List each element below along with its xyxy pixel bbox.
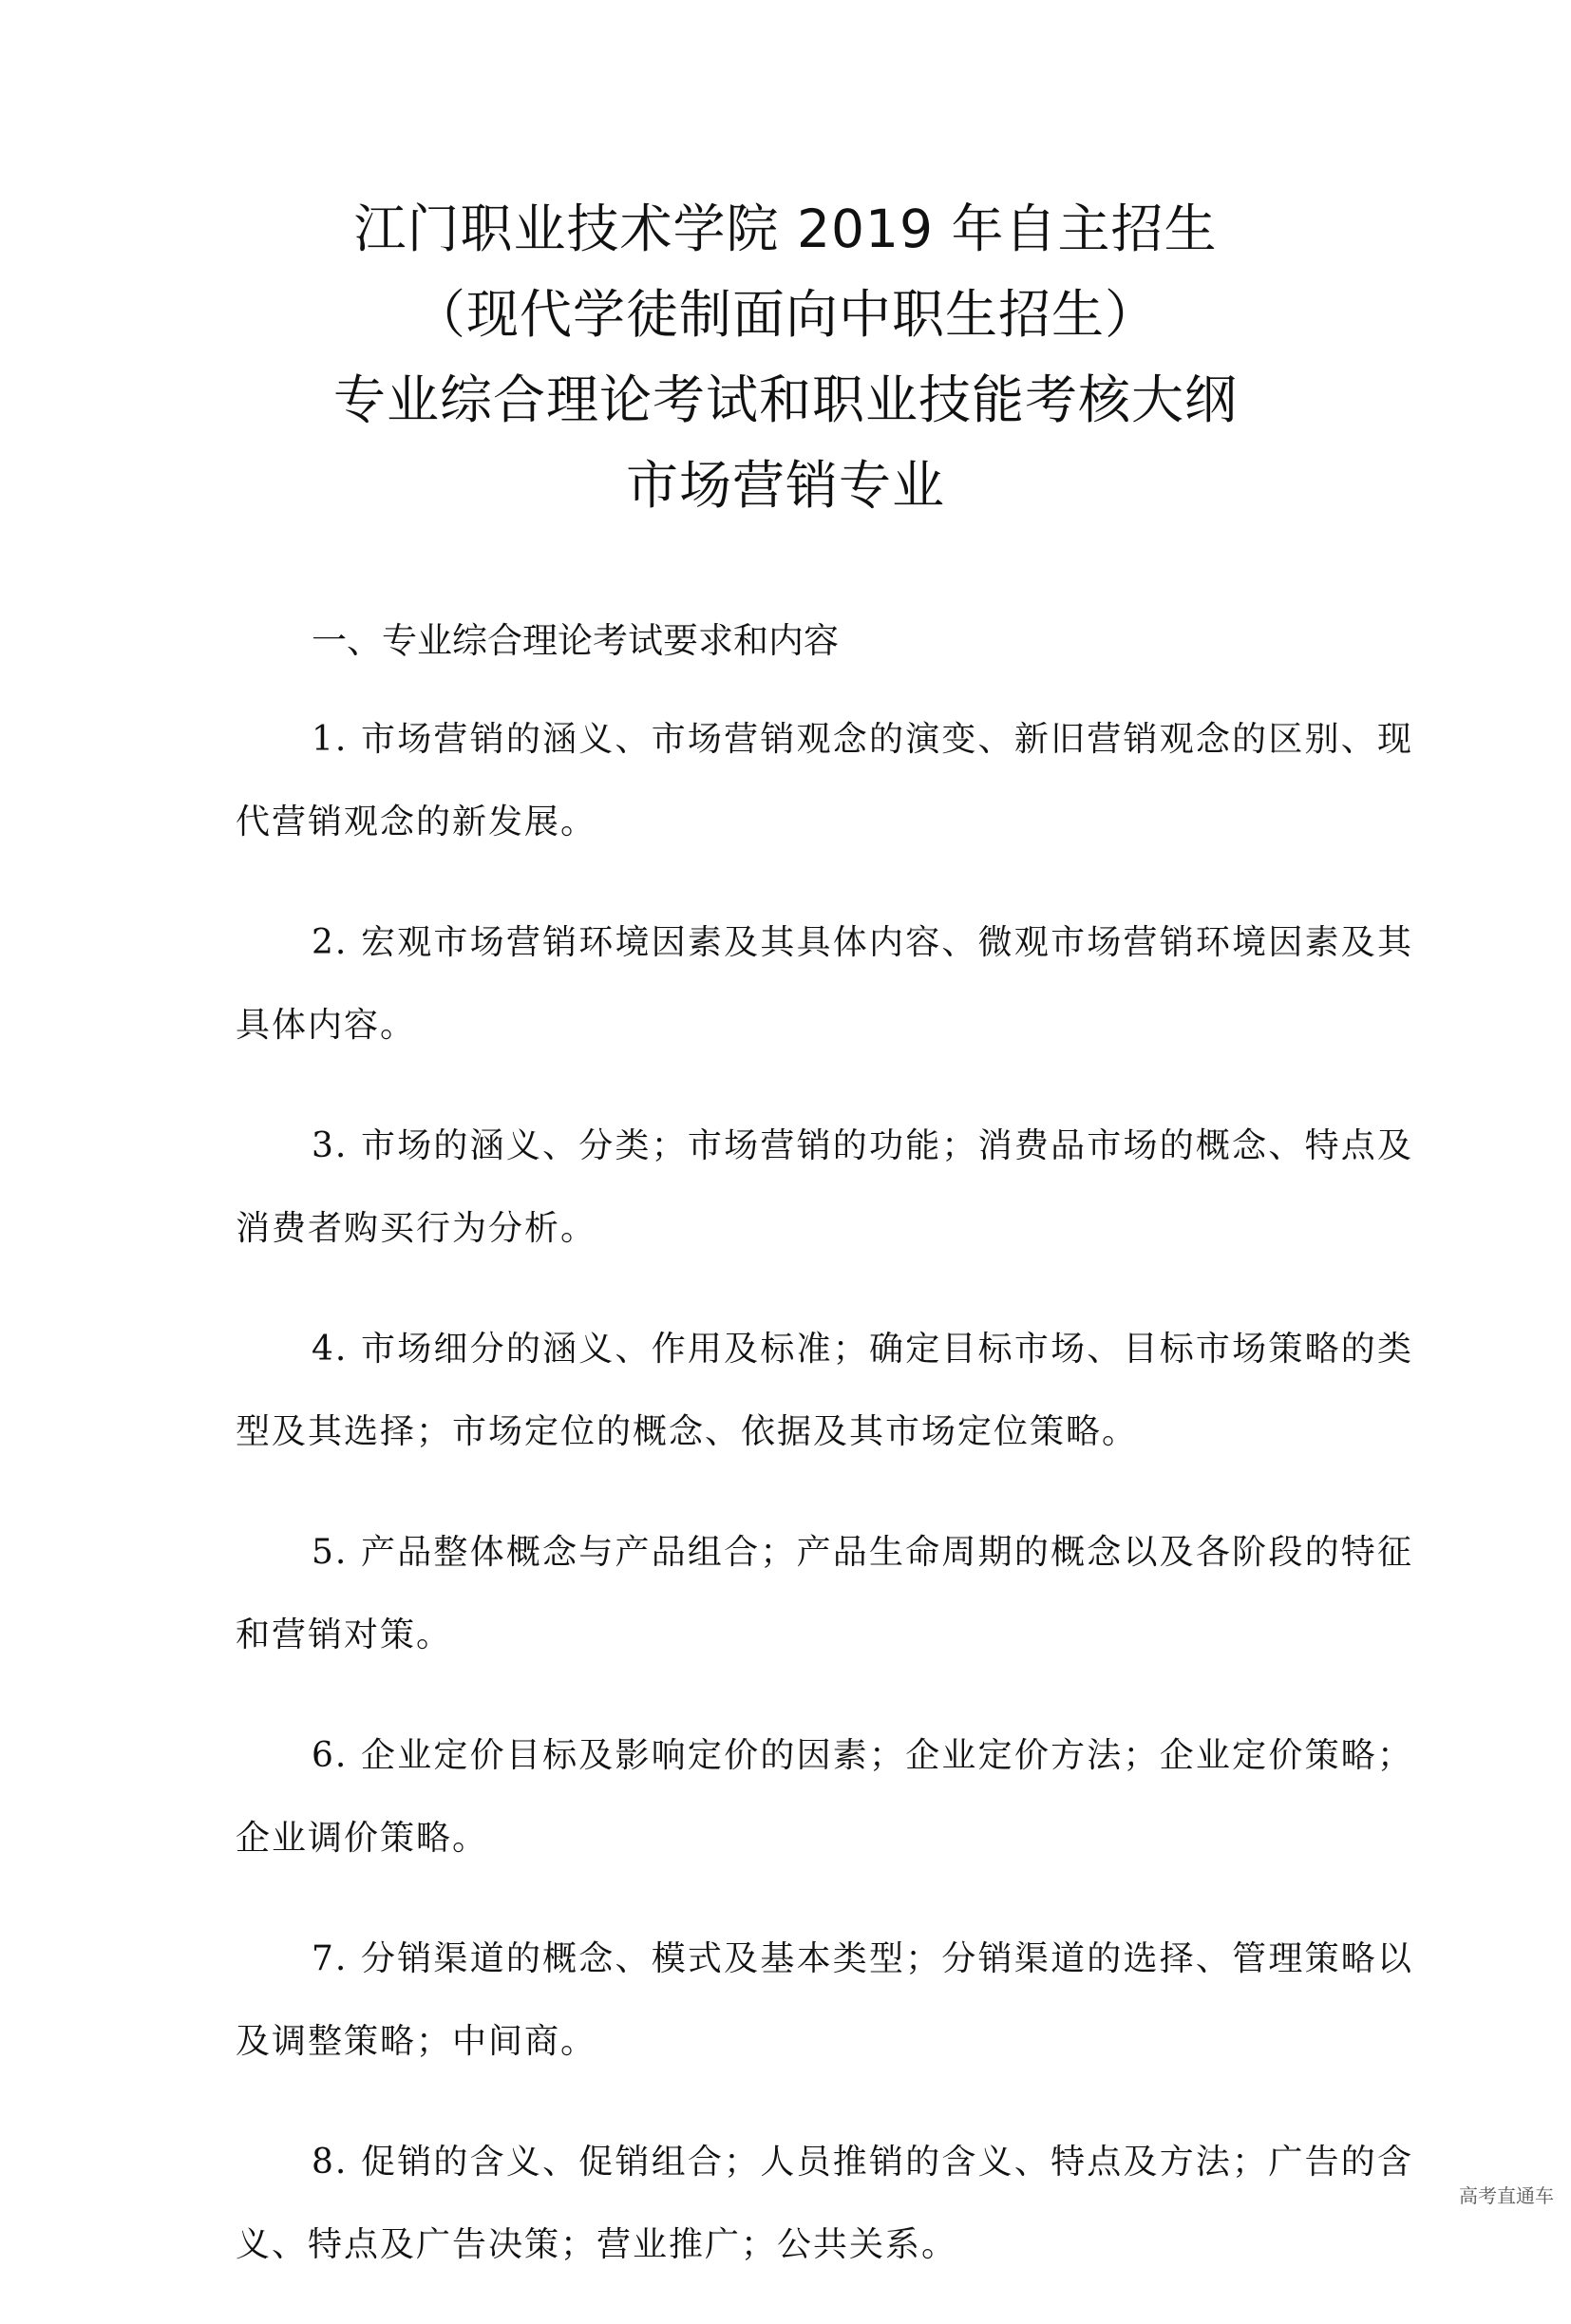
document-title — [0, 186, 1571, 528]
requirements-list — [236, 698, 1413, 2324]
list-item: 7. 分销渠道的概念、模式及基本类型；分销渠道的选择、管理策略以及调整策略；中间商。 — [236, 1939, 1413, 2061]
list-item: 6. 企业定价目标及影响定价的因素；企业定价方法；企业定价策略；企业调价策略。 — [236, 1736, 1413, 1858]
title-line-3: 专业综合理论考试和职业技能考核大纲 — [332, 369, 1238, 430]
list-item: 5. 产品整体概念与产品组合；产品生命周期的概念以及各阶段的特征和营销对策。 — [236, 1533, 1413, 1654]
list-item: 8. 促销的含义、促销组合；人员推销的含义、特点及方法；广告的含义、特点及广告决策；营业推广；公共关系。 — [236, 2143, 1413, 2264]
list-item: 1. 市场营销的涵义、市场营销观念的演变、新旧营销观念的区别、现代营销观念的新发展。 — [236, 720, 1413, 841]
list-item: 4. 市场细分的涵义、作用及标准；确定目标市场、目标市场策略的类型及其选择；市场定位的概念、依据及其市场定位策略。 — [236, 1330, 1413, 1451]
section-heading: 一、专业综合理论考试要求和内容 — [312, 620, 839, 661]
title-line-2: （现代学徒制面向中职生招生） — [412, 284, 1158, 345]
title-line-4: 市场营销专业 — [625, 455, 945, 516]
title-line-1: 江门职业技术学院 2019 年自主招生 — [353, 198, 1218, 259]
watermark-text: 高考直通车 — [1459, 2184, 1554, 2207]
list-item: 2. 宏观市场营销环境因素及其具体内容、微观市场营销环境因素及其具体内容。 — [236, 923, 1413, 1045]
list-item: 3. 市场的涵义、分类；市场营销的功能；消费品市场的概念、特点及消费者购买行为分析。 — [236, 1126, 1413, 1248]
